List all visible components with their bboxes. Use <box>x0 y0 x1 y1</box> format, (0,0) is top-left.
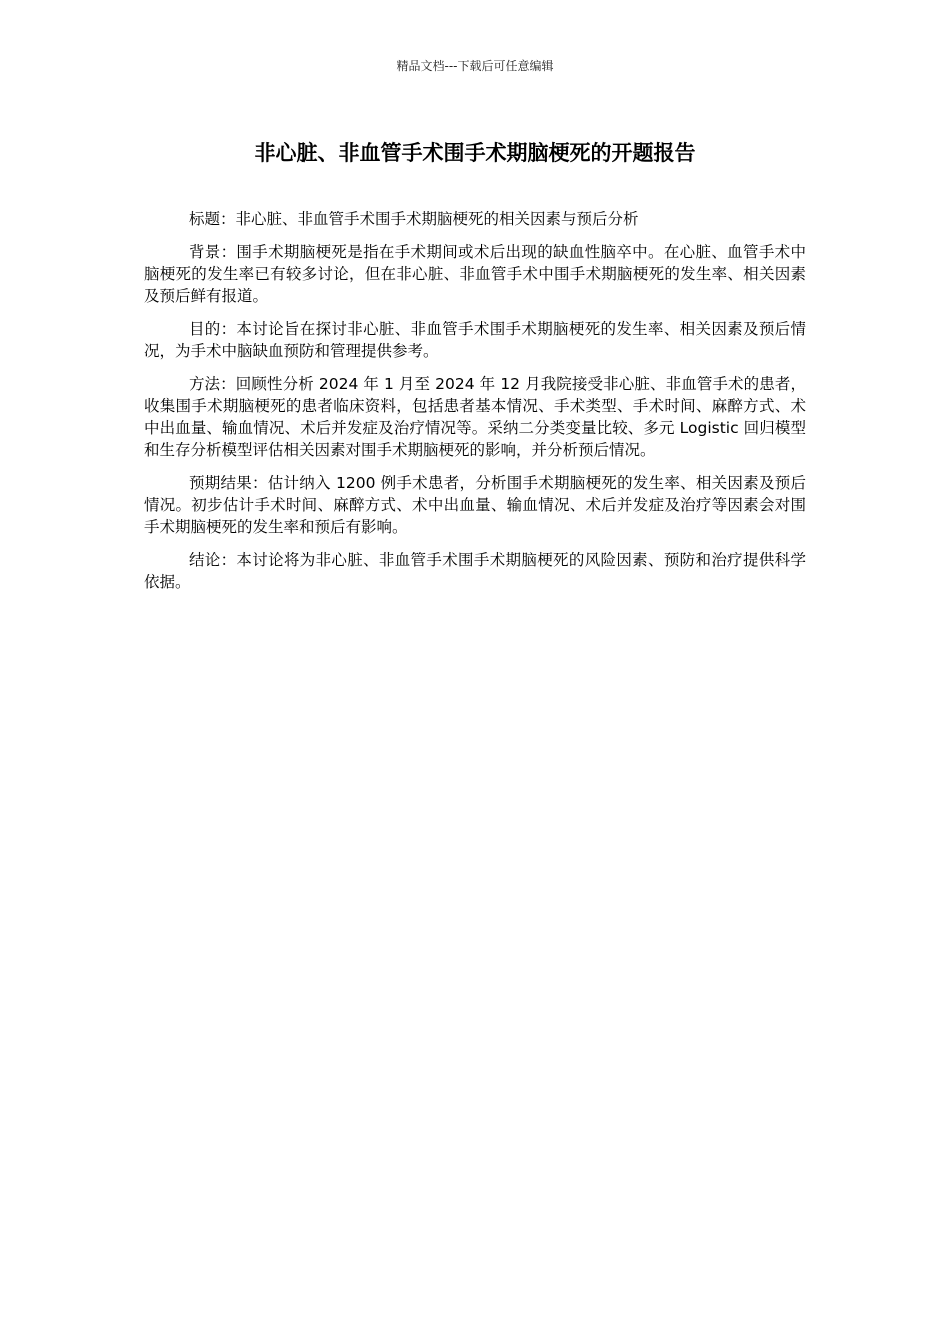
paragraph-conclusion: 结论：本讨论将为非心脏、非血管手术围手术期脑梗死的风险因素、预防和治疗提供科学依据。 <box>144 551 806 591</box>
page-header-watermark: 精品文档---下载后可任意编辑 <box>396 59 554 73</box>
paragraph-methods: 方法：回顾性分析 2024 年 1 月至 2024 年 12 月我院接受非心脏、非血管手术的患者，收集围手术期脑梗死的患者临床资料，包括患者基本情况、手术类型、手术时间、麻醉方式、术中出血量、输血情况、术后并发症及治疗情况等。采纳二分类变量比较、多元 Logistic 回归模型和生存分析模型评估相关因素对围手术期脑梗死的影响，并分析预后情况。 <box>144 375 806 459</box>
document-body <box>144 208 806 604</box>
paragraph-background: 背景：围手术期脑梗死是指在手术期间或术后出现的缺血性脑卒中。在心脏、血管手术中脑梗死的发生率已有较多讨论，但在非心脏、非血管手术中围手术期脑梗死的发生率、相关因素及预后鲜有报道。 <box>144 243 806 305</box>
paragraph-objective: 目的：本讨论旨在探讨非心脏、非血管手术围手术期脑梗死的发生率、相关因素及预后情况，为手术中脑缺血预防和管理提供参考。 <box>144 320 806 360</box>
document-title: 非心脏、非血管手术围手术期脑梗死的开题报告 <box>254 141 696 165</box>
paragraph-subject: 标题：非心脏、非血管手术围手术期脑梗死的相关因素与预后分析 <box>188 210 639 228</box>
paragraph-expected-results: 预期结果：估计纳入 1200 例手术患者，分析围手术期脑梗死的发生率、相关因素及预后情况。初步估计手术时间、麻醉方式、术中出血量、输血情况、术后并发症及治疗等因素会对围手术期脑梗死的发生率和预后有影响。 <box>144 474 806 536</box>
